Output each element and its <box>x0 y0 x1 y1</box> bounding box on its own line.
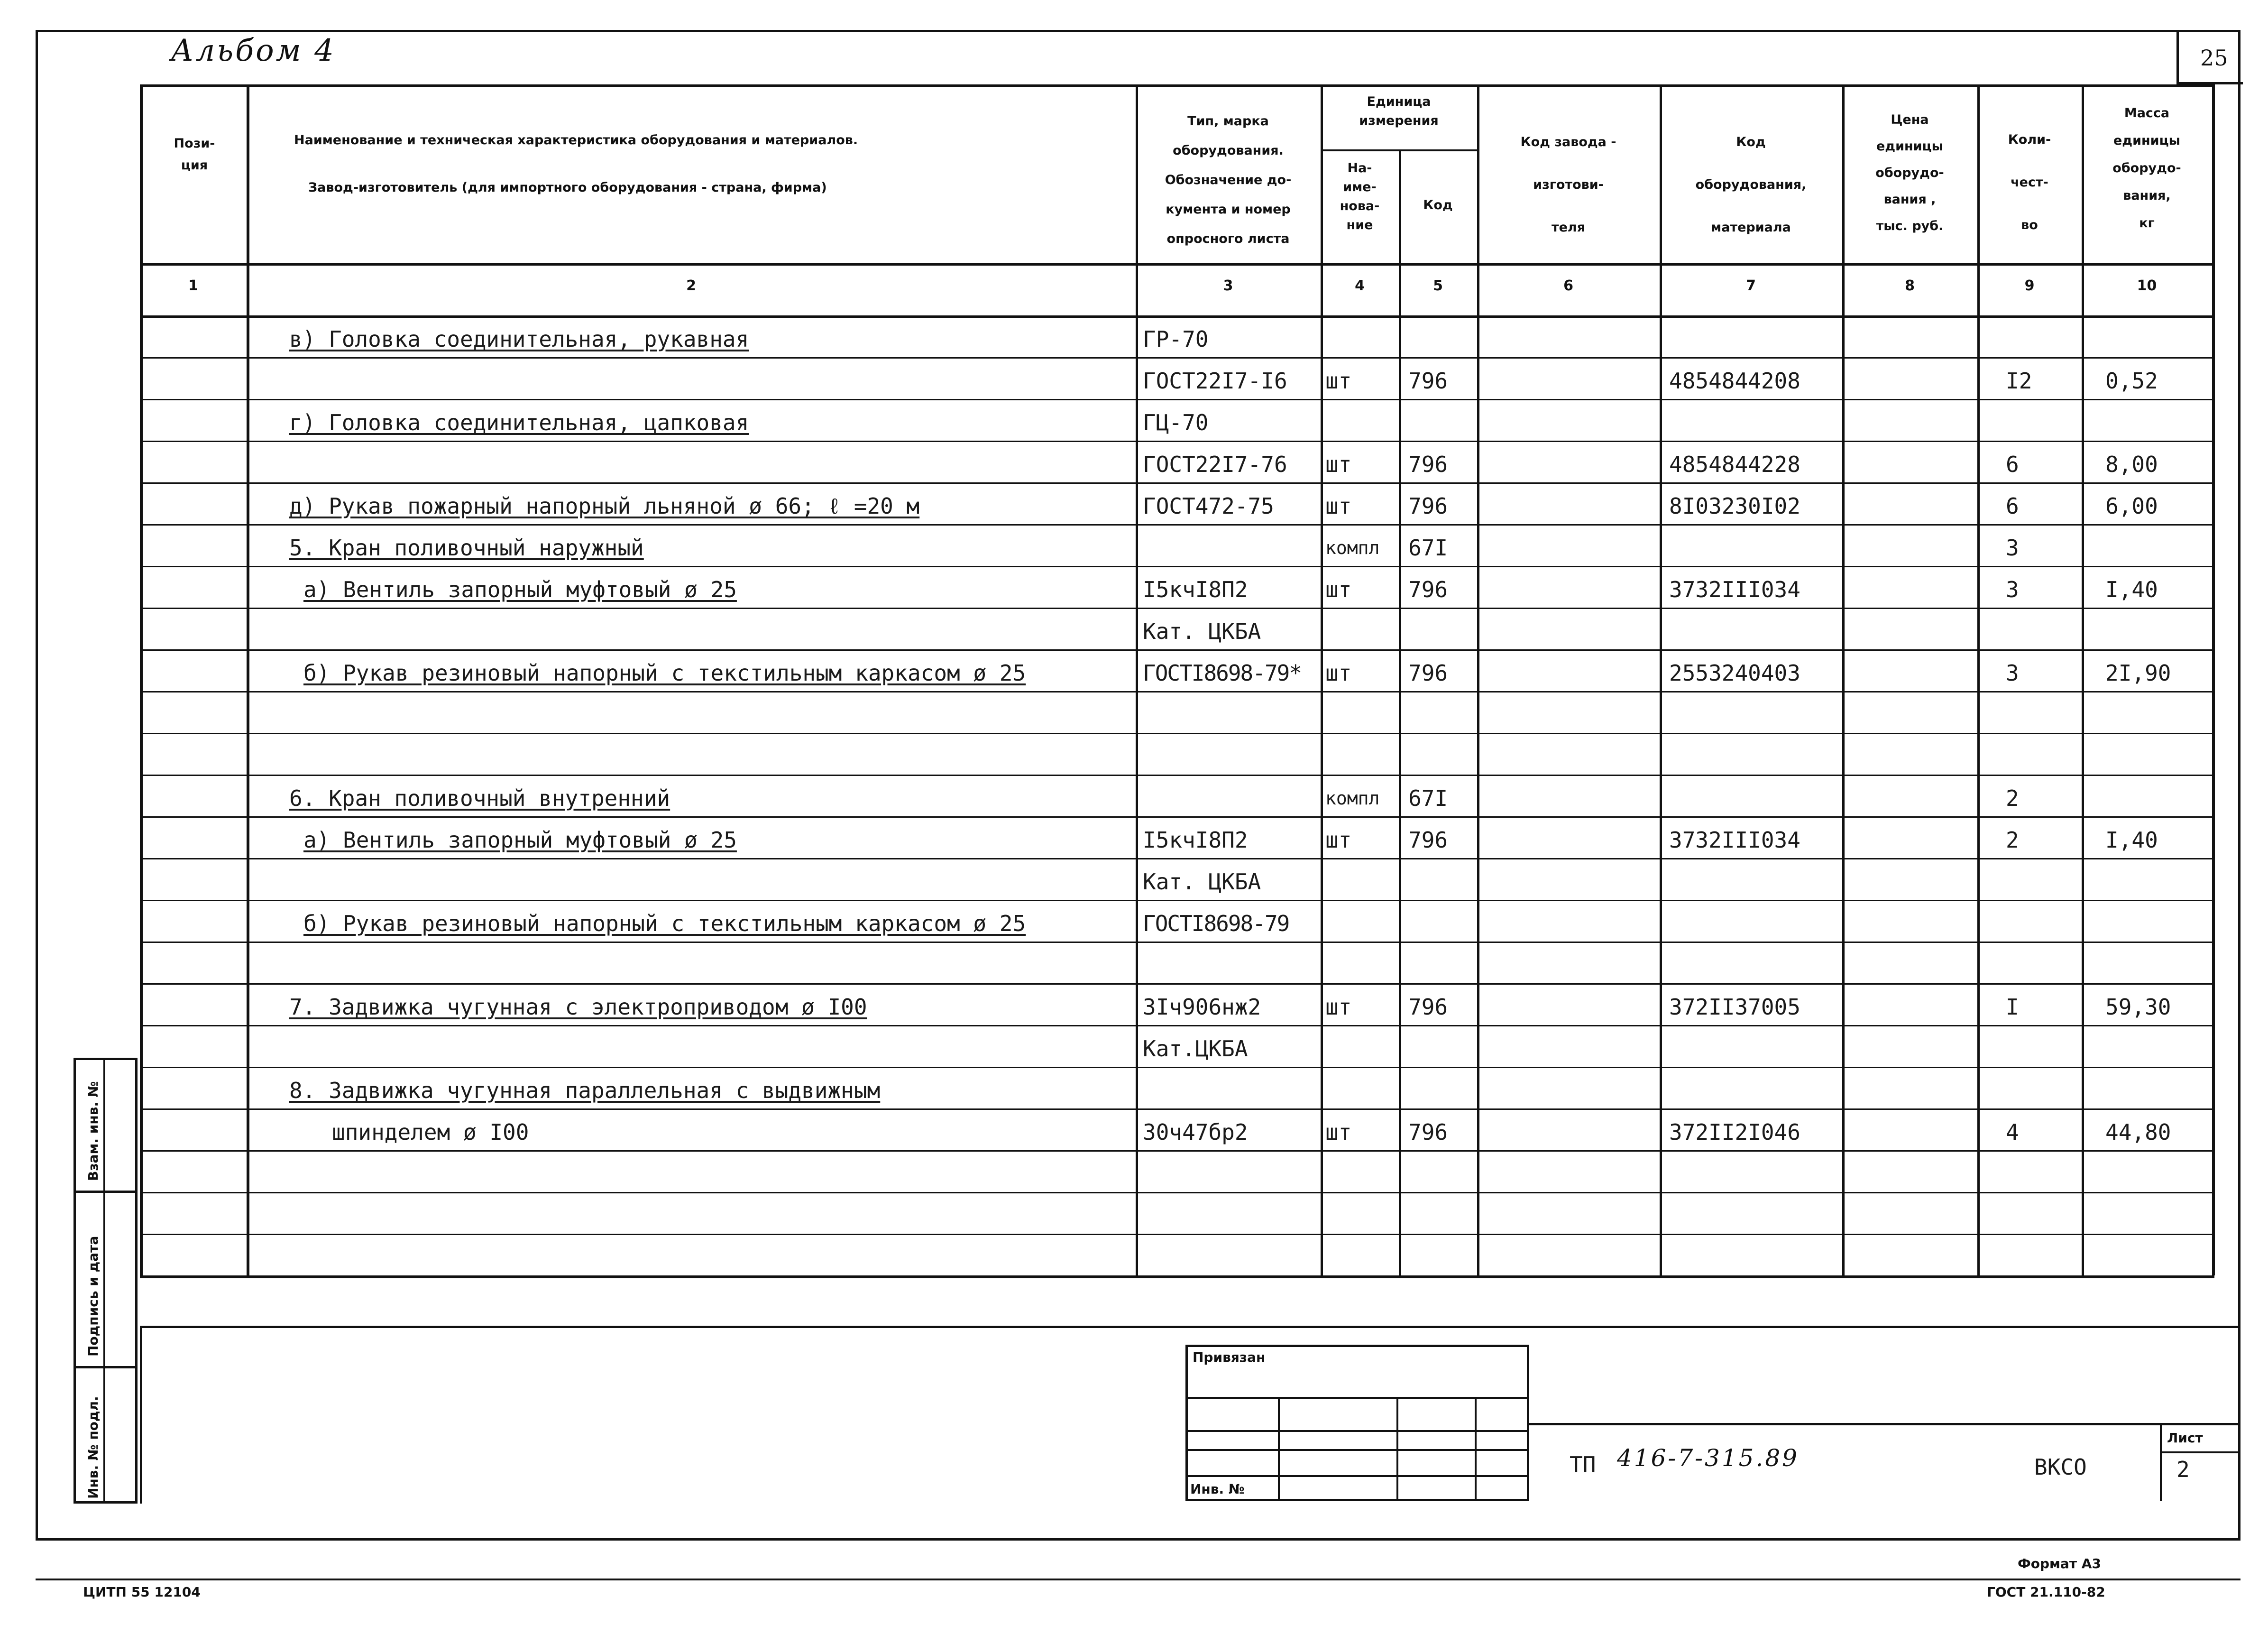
header-col8: Цена единицы оборудо- вания , тыс. руб. <box>1875 112 1944 233</box>
item-type: ГОСТ22I7-I6 <box>1143 368 1287 394</box>
unit-name: шт <box>1325 660 1352 686</box>
unit-header-line <box>1321 149 1477 151</box>
unit-name: шт <box>1325 994 1352 1020</box>
equipment-code: 3732III034 <box>1669 827 1800 853</box>
unit-name: шт <box>1325 493 1352 519</box>
item-type: 30ч47бр2 <box>1143 1119 1248 1145</box>
equipment-code: 2553240403 <box>1669 660 1800 686</box>
header-col4: На- име- нова- ние <box>1340 161 1380 232</box>
item-type: ГР-70 <box>1143 326 1209 352</box>
unit-name: шт <box>1325 827 1352 853</box>
header-col5: Код <box>1423 198 1453 212</box>
section-code: ВКСО <box>2034 1454 2087 1480</box>
header-col2-line2: Завод-изготовитель (для импортного оборудования - страна, фирма) <box>308 180 827 195</box>
item-type: 3Iч906нж2 <box>1143 994 1261 1020</box>
item-name: г) Головка соединительная, цапковая <box>289 410 749 435</box>
row-line <box>140 983 2214 985</box>
item-name: а) Вентиль запорный муфтовый ø 25 <box>303 577 737 602</box>
row-line <box>140 900 2214 901</box>
column-number-6: 6 <box>1563 277 1573 294</box>
footer-left: ЦИТП 55 12104 <box>83 1584 201 1600</box>
unit-name: шт <box>1325 368 1352 394</box>
item-type: ГОСТI8698-79 <box>1143 911 1289 936</box>
doc-code: ТП <box>1570 1452 1596 1477</box>
doc-number: 416-7-315.89 <box>1617 1444 1799 1472</box>
column-number-7: 7 <box>1746 277 1756 294</box>
quantity: 6 <box>2006 452 2019 477</box>
row-line <box>140 1234 2214 1235</box>
col-line <box>1399 149 1401 1275</box>
unit-name: шт <box>1325 577 1352 602</box>
item-type: ГОСТI8698-79* <box>1143 660 1302 686</box>
item-type: I5кчI8П2 <box>1143 827 1248 853</box>
equipment-code: 4854844208 <box>1669 368 1800 394</box>
item-name: 5. Кран поливочный наружный <box>289 535 644 561</box>
row-line <box>140 608 2214 609</box>
quantity: 3 <box>2006 577 2019 602</box>
bottom-area-left <box>140 1326 142 1504</box>
mass: I,40 <box>2105 577 2158 602</box>
mass: 59,30 <box>2105 994 2171 1020</box>
number-row-line <box>140 315 2214 318</box>
row-line <box>140 942 2214 943</box>
unit-code: 796 <box>1408 452 1448 477</box>
item-name: а) Вентиль запорный муфтовый ø 25 <box>303 827 737 853</box>
item-type: Кат.ЦКБА <box>1143 1036 1248 1062</box>
sheet-label: Лист <box>2167 1430 2203 1446</box>
header-col6: Код завода - изготови- теля <box>1520 135 1616 235</box>
item-name: 7. Задвижка чугунная с электроприводом ø I00 <box>289 994 867 1020</box>
equipment-code: 3732III034 <box>1669 577 1800 602</box>
album-label: Альбом 4 <box>171 33 336 68</box>
unit-code: 67I <box>1408 535 1448 561</box>
header-col2-line1: Наименование и техническая характеристика оборудования и материалов. <box>294 133 858 148</box>
item-name: 6. Кран поливочный внутренний <box>289 785 670 811</box>
unit-code: 796 <box>1408 994 1448 1020</box>
unit-name: шт <box>1325 452 1352 477</box>
item-type: I5кчI8П2 <box>1143 577 1248 602</box>
mass: 6,00 <box>2105 493 2158 519</box>
header-col10: Масса единицы оборудо- вания, кг <box>2112 106 2181 231</box>
unit-code: 796 <box>1408 493 1448 519</box>
unit-name: шт <box>1325 1119 1352 1145</box>
header-unit: Единица измерения <box>1359 94 1439 128</box>
mass: I,40 <box>2105 827 2158 853</box>
page-number: 25 <box>2200 45 2228 71</box>
mass: 8,00 <box>2105 452 2158 477</box>
row-line <box>140 1108 2214 1110</box>
header-col9: Коли- чест- во <box>2008 132 2051 232</box>
quantity: 3 <box>2006 660 2019 686</box>
mass: 44,80 <box>2105 1119 2171 1145</box>
item-name: в) Головка соединительная, рукавная <box>289 326 749 352</box>
side-label-replace: Взам. инв. № <box>85 1081 101 1181</box>
item-type: ГЦ-70 <box>1143 410 1209 435</box>
item-name: д) Рукав пожарный напорный льняной ø 66; ℓ =20 м <box>289 493 920 519</box>
stamp-linked-box <box>1185 1345 1529 1501</box>
item-name: б) Рукав резиновый напорный с текстильным каркасом ø 25 <box>303 660 1026 686</box>
unit-code: 67I <box>1408 785 1448 811</box>
quantity: I2 <box>2006 368 2032 394</box>
unit-code: 796 <box>1408 1119 1448 1145</box>
equipment-code: 4854844228 <box>1669 452 1800 477</box>
row-line <box>140 816 2214 818</box>
item-name: 8. Задвижка чугунная параллельная с выдвижным <box>289 1078 881 1103</box>
row-line <box>140 524 2214 526</box>
unit-code: 796 <box>1408 827 1448 853</box>
row-line <box>140 1025 2214 1026</box>
column-number-5: 5 <box>1433 277 1443 294</box>
quantity: 6 <box>2006 493 2019 519</box>
item-type: Кат. ЦКБА <box>1143 619 1261 644</box>
row-line <box>140 1192 2214 1193</box>
mass: 0,52 <box>2105 368 2158 394</box>
row-line <box>140 1150 2214 1152</box>
sheet-number: 2 <box>2176 1457 2190 1482</box>
item-type: Кат. ЦКБА <box>1143 869 1261 895</box>
header-col7: Код оборудования, материала <box>1695 135 1807 235</box>
mass: 2I,90 <box>2105 660 2171 686</box>
row-line <box>140 858 2214 859</box>
footer-standard: ГОСТ 21.110-82 <box>1987 1584 2105 1600</box>
item-type: ГОСТ22I7-76 <box>1143 452 1287 477</box>
row-line <box>140 441 2214 442</box>
row-line <box>140 733 2214 734</box>
row-line <box>140 482 2214 484</box>
unit-code: 796 <box>1408 660 1448 686</box>
column-number-1: 1 <box>188 277 198 294</box>
equipment-code: 8I03230I02 <box>1669 493 1800 519</box>
column-number-2: 2 <box>686 277 696 294</box>
column-number-3: 3 <box>1223 277 1233 294</box>
item-name: шпинделем ø I00 <box>332 1119 529 1145</box>
row-line <box>140 649 2214 651</box>
column-number-10: 10 <box>2137 277 2157 294</box>
side-label-inv: Инв. № подл. <box>85 1396 101 1499</box>
binding-strip <box>73 1058 138 1504</box>
equipment-code: 372II37005 <box>1669 994 1800 1020</box>
header-col1: Пози- ция <box>174 136 215 173</box>
header-col3: Тип, марка оборудования. Обозначение до- кумента и номер опросного листа <box>1165 114 1292 246</box>
bottom-area-line <box>140 1326 2240 1328</box>
quantity: 2 <box>2006 785 2019 811</box>
item-name: б) Рукав резиновый напорный с текстильным каркасом ø 25 <box>303 911 1026 936</box>
row-line <box>140 691 2214 692</box>
unit-code: 796 <box>1408 368 1448 394</box>
unit-code: 796 <box>1408 577 1448 602</box>
column-number-4: 4 <box>1355 277 1365 294</box>
stamp-inv-label: Инв. № <box>1190 1481 1245 1497</box>
row-line <box>140 399 2214 400</box>
unit-name: компл <box>1325 537 1380 558</box>
quantity: I <box>2006 994 2019 1020</box>
column-number-9: 9 <box>2024 277 2035 294</box>
row-line <box>140 566 2214 567</box>
unit-name: компл <box>1325 788 1380 809</box>
side-label-sign: Подпись и дата <box>85 1236 101 1357</box>
row-line <box>140 1067 2214 1068</box>
row-line <box>140 775 2214 776</box>
footer-format: Формат А3 <box>2018 1556 2101 1571</box>
row-line <box>140 357 2214 359</box>
column-number-8: 8 <box>1905 277 1915 294</box>
header-bottom-line <box>140 263 2214 266</box>
quantity: 2 <box>2006 827 2019 853</box>
item-type: ГОСТ472-75 <box>1143 493 1274 519</box>
stamp-linked-label: Привязан <box>1193 1349 1266 1365</box>
quantity: 3 <box>2006 535 2019 561</box>
quantity: 4 <box>2006 1119 2019 1145</box>
table-top-line <box>140 84 2214 87</box>
table-bottom-line <box>140 1275 2214 1278</box>
equipment-code: 372II2I046 <box>1669 1119 1800 1145</box>
